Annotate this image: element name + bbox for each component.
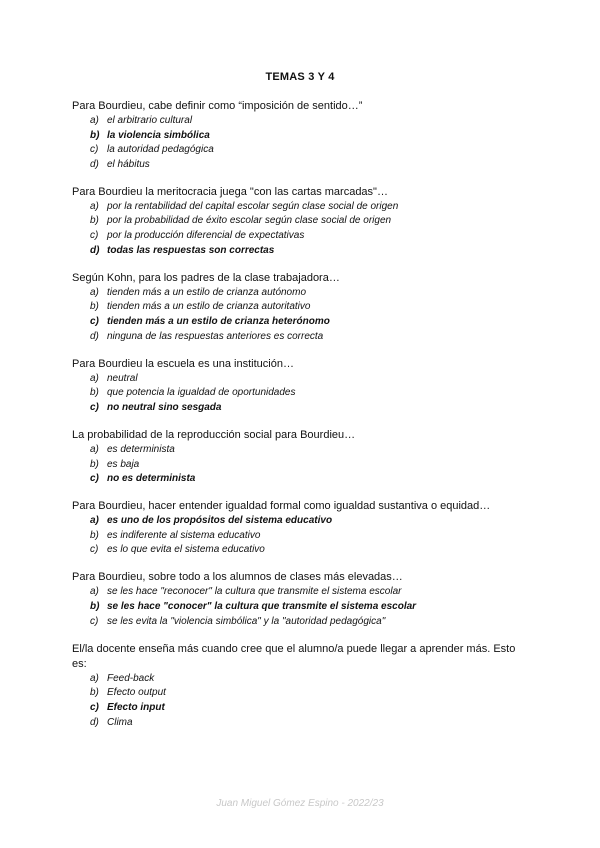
option-list (72, 200, 532, 258)
option-letter: c) (90, 230, 99, 242)
question-list (72, 99, 532, 743)
option (72, 615, 532, 630)
question-text: Para Bourdieu, sobre todo a los alumnos de clases más elevadas… (72, 571, 403, 584)
option (72, 143, 532, 158)
option-text: todas las respuestas son correctas (107, 244, 275, 256)
option-text: no neutral sino sesgada (107, 401, 222, 413)
option-text: es indiferente al sistema educativo (107, 529, 261, 541)
option-letter: a) (90, 372, 99, 384)
option-text: Efecto input (107, 701, 165, 713)
option-list (72, 114, 532, 172)
option (72, 244, 532, 259)
question-text: El/la docente enseña más cuando cree que el alumno/a puede llegar a aprender más. Esto es: (72, 642, 516, 670)
option-text: el hábitus (107, 158, 150, 170)
question-text: La probabilidad de la reproducción social para Bourdieu… (72, 428, 356, 441)
option (72, 585, 532, 600)
option-letter: a) (90, 586, 99, 598)
option-list (72, 514, 532, 558)
option (72, 200, 532, 215)
question-text: Para Bourdieu, cabe definir como “imposición de sentido…” (72, 100, 363, 112)
option-letter: d) (90, 330, 99, 342)
question-text: Según Kohn, para los padres de la clase trabajadora… (72, 271, 340, 284)
option (72, 472, 532, 487)
option-letter: c) (90, 144, 99, 156)
option-letter: b) (90, 687, 99, 699)
option-letter: c) (90, 701, 99, 713)
option-text: tienden más a un estilo de crianza autoritativo (107, 301, 311, 313)
option (72, 315, 532, 330)
option-text: neutral (107, 372, 138, 384)
option-text: que potencia la igualdad de oportunidades (107, 387, 296, 399)
option (72, 114, 532, 129)
option-letter: c) (90, 544, 99, 556)
option-text: se les hace "conocer" la cultura que transmite el sistema escolar (107, 601, 417, 613)
question-text: Para Bourdieu, hacer entender igualdad formal como igualdad sustantiva o equidad… (72, 500, 491, 513)
option-letter: a) (90, 515, 99, 527)
option-text: Efecto output (107, 687, 166, 699)
option-text: tienden más a un estilo de crianza heterónomo (107, 315, 330, 327)
option-text: Clima (107, 716, 133, 728)
question (72, 271, 532, 344)
option-text: es lo que evita el sistema educativo (107, 544, 265, 556)
option-letter: d) (90, 244, 100, 256)
option (72, 514, 532, 529)
option-list (72, 585, 532, 629)
option (72, 443, 532, 458)
option-letter: c) (90, 315, 99, 327)
option (72, 529, 532, 544)
footer-author: Juan Miguel Gómez Espino - 2022/23 (216, 798, 384, 809)
option-letter: a) (90, 115, 99, 126)
option (72, 543, 532, 558)
option-text: por la probabilidad de éxito escolar según clase social de origen (107, 215, 392, 227)
option-letter: a) (90, 200, 99, 212)
option-text: Feed-back (107, 672, 155, 684)
option-list (72, 286, 532, 344)
option (72, 672, 532, 687)
page-title: TEMAS 3 Y 4 (265, 71, 335, 83)
option-letter: b) (90, 601, 100, 613)
option-text: el arbitrario cultural (107, 115, 193, 126)
option (72, 686, 532, 701)
option-letter: b) (90, 529, 99, 541)
option (72, 286, 532, 301)
option-letter: c) (90, 615, 99, 627)
option-text: la violencia simbólica (107, 129, 210, 141)
option-text: se les hace "reconocer" la cultura que transmite el sistema escolar (107, 586, 402, 598)
option (72, 401, 532, 416)
question (72, 99, 532, 172)
option (72, 214, 532, 229)
option-text: ninguna de las respuestas anteriores es correcta (107, 330, 324, 342)
question (72, 499, 532, 558)
option (72, 129, 532, 144)
option (72, 300, 532, 315)
question-text: Para Bourdieu la escuela es una institución… (72, 357, 294, 370)
option-letter: b) (90, 458, 99, 470)
option (72, 229, 532, 244)
option-letter: a) (90, 443, 99, 455)
option-text: es determinista (107, 443, 175, 455)
question-text: Para Bourdieu la meritocracia juega "con las cartas marcadas"… (72, 185, 388, 198)
option-letter: a) (90, 286, 99, 298)
option-text: es uno de los propósitos del sistema educativo (107, 515, 333, 527)
option (72, 372, 532, 387)
question (72, 642, 532, 730)
option-text: tienden más a un estilo de crianza autónomo (107, 286, 307, 298)
option-list (72, 443, 532, 487)
option-letter: d) (90, 158, 99, 170)
option (72, 386, 532, 401)
option-list (72, 672, 532, 730)
option (72, 158, 532, 173)
option-letter: b) (90, 215, 99, 227)
question (72, 185, 532, 258)
option-text: por la rentabilidad del capital escolar según clase social de origen (107, 200, 399, 212)
option (72, 330, 532, 345)
option (72, 716, 532, 731)
option-text: se les evita la "violencia simbólica" y la "autoridad pedagógica" (107, 615, 386, 627)
question (72, 357, 532, 416)
option-text: es baja (107, 458, 140, 470)
option-letter: b) (90, 129, 100, 141)
option-text: por la producción diferencial de expectativas (107, 230, 305, 242)
option-letter: d) (90, 716, 99, 728)
option-letter: b) (90, 301, 99, 313)
question (72, 428, 532, 487)
option (72, 458, 532, 473)
option-letter: c) (90, 401, 99, 413)
option-list (72, 372, 532, 416)
option-text: no es determinista (107, 473, 196, 485)
option-letter: b) (90, 387, 99, 399)
option-letter: a) (90, 672, 99, 684)
question (72, 570, 532, 629)
option-text: la autoridad pedagógica (107, 144, 214, 156)
option (72, 701, 532, 716)
option (72, 600, 532, 615)
option-letter: c) (90, 473, 99, 485)
